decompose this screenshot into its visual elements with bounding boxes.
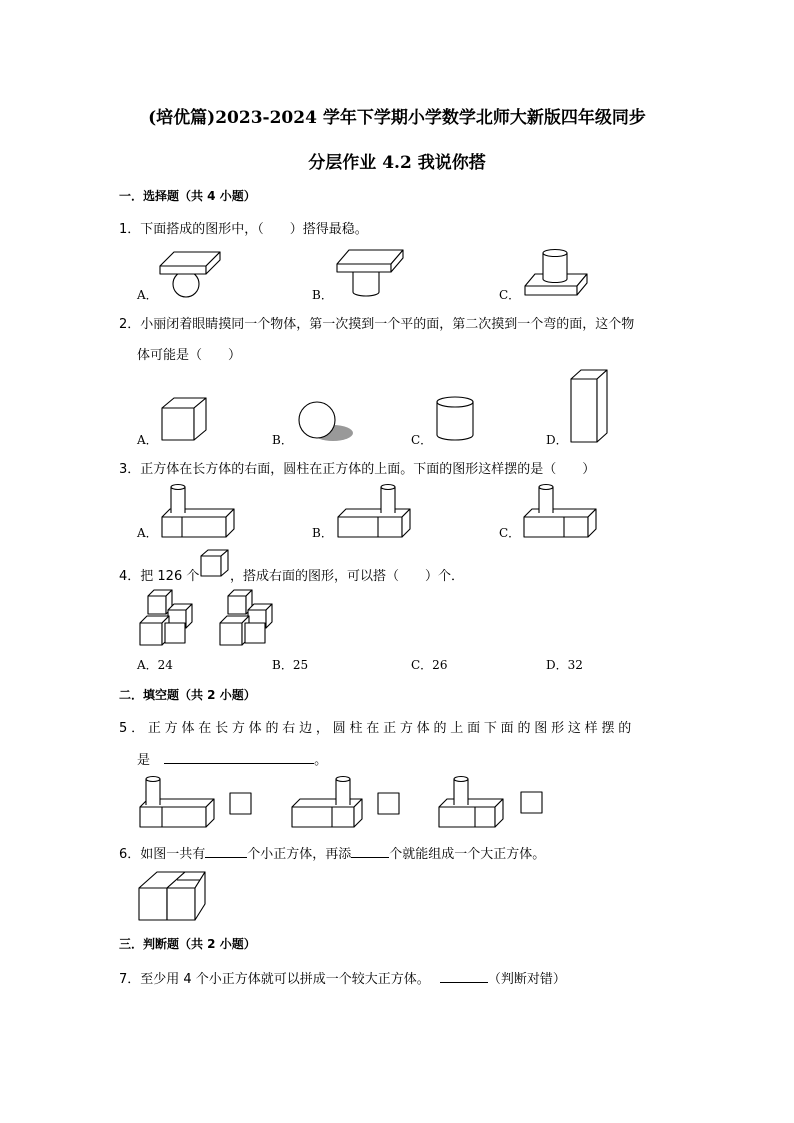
q5-figure-3 (437, 773, 517, 833)
question-7-suffix: （判断对错） (487, 972, 566, 987)
q5-answer-blank[interactable] (164, 751, 314, 764)
q1-option-a-label[interactable]: A． (137, 288, 158, 302)
q5-checkbox-1[interactable] (229, 792, 255, 818)
question-2-text-line2: 体可能是（ ） (137, 348, 242, 363)
q4-cube-stack-right (218, 588, 298, 648)
question-4-text-after: ，搭成右面的图形，可以搭（ ）个． (230, 569, 465, 584)
q2-figure-sphere (295, 398, 365, 458)
question-5-text-prefix: 是 (137, 753, 151, 768)
q3-option-b-label[interactable]: B． (312, 526, 333, 540)
question-5-text-line1: 5．正方体在长方体的右边，圆柱在正方体的上面下面的图形这样摆的 (119, 721, 636, 736)
q2-option-d-label[interactable]: D． (546, 433, 568, 447)
question-5-text-suffix: 。 (314, 753, 328, 768)
question-6-line (119, 843, 545, 862)
question-7-text: 7．至少用 4 个小正方体就可以拼成一个较大正方体。 (119, 972, 430, 987)
q5-checkbox-3[interactable] (520, 791, 546, 817)
q2-figure-cylinder (434, 396, 494, 456)
q1-figure-slab-on-cylinder (333, 240, 413, 300)
q6-blank-count[interactable] (205, 845, 247, 858)
q2-figure-cuboid (569, 368, 629, 448)
q5-figure-1 (138, 773, 218, 833)
q4-option-b[interactable]: B．25 (272, 658, 309, 672)
q1-figure-slab-on-ball (158, 240, 238, 300)
q1-option-b-label[interactable]: B． (312, 288, 333, 302)
section-heading-choice: 一．选择题（共 4 小题） (119, 189, 256, 203)
section-heading-true-false: 三．判断题（共 2 小题） (119, 937, 256, 951)
q4-option-d[interactable]: D．32 (546, 658, 583, 672)
question-1-text: 1．下面搭成的图形中，（ ）搭得最稳。 (119, 222, 368, 237)
q4-option-c[interactable]: C．26 (411, 658, 448, 672)
q7-answer-blank[interactable] (440, 970, 488, 983)
q3-option-c-label[interactable]: C． (499, 526, 521, 540)
question-3-text: 3．正方体在长方体的右面，圆柱在正方体的上面。下面的图形这样摆的是（ ） (119, 462, 596, 477)
q3-figure-a (160, 482, 240, 542)
q2-option-c-label[interactable]: C． (411, 433, 433, 447)
q6-cube-figure (137, 866, 217, 928)
question-7-line (119, 968, 566, 987)
question-6-part1: 6．如图一共有 (119, 847, 206, 862)
q4-cube-stack-left (138, 588, 218, 648)
question-4-text-before: 4．把 126 个 (119, 569, 200, 584)
question-6-part2: 个小正方体，再添 (247, 847, 352, 862)
question-5-answer-line (137, 749, 327, 768)
q3-figure-b (336, 482, 416, 542)
q1-figure-cylinder-on-slab (523, 240, 603, 300)
q2-figure-cube (160, 395, 220, 455)
q6-blank-add[interactable] (351, 845, 389, 858)
q5-checkbox-2[interactable] (377, 792, 403, 818)
section-heading-fill-in: 二．填空题（共 2 小题） (119, 688, 256, 702)
page-title-line2: 分层作业 4.2 我说你搭 (308, 153, 486, 173)
q4-option-a[interactable]: A．24 (137, 658, 173, 672)
q3-option-a-label[interactable]: A． (137, 526, 158, 540)
question-6-part3: 个就能组成一个大正方体。 (389, 847, 546, 862)
q5-figure-2 (290, 773, 370, 833)
q1-option-c-label[interactable]: C． (499, 288, 521, 302)
q2-option-a-label[interactable]: A． (137, 433, 158, 447)
q2-option-b-label[interactable]: B． (272, 433, 293, 447)
page-title-line1: (培优篇)2023-2024 学年下学期小学数学北师大新版四年级同步 (148, 108, 646, 128)
question-2-text-line1: 2．小丽闭着眼睛摸同一个物体，第一次摸到一个平的面，第二次摸到一个弯的面，这个物 (119, 317, 635, 332)
q3-figure-c (522, 482, 602, 542)
